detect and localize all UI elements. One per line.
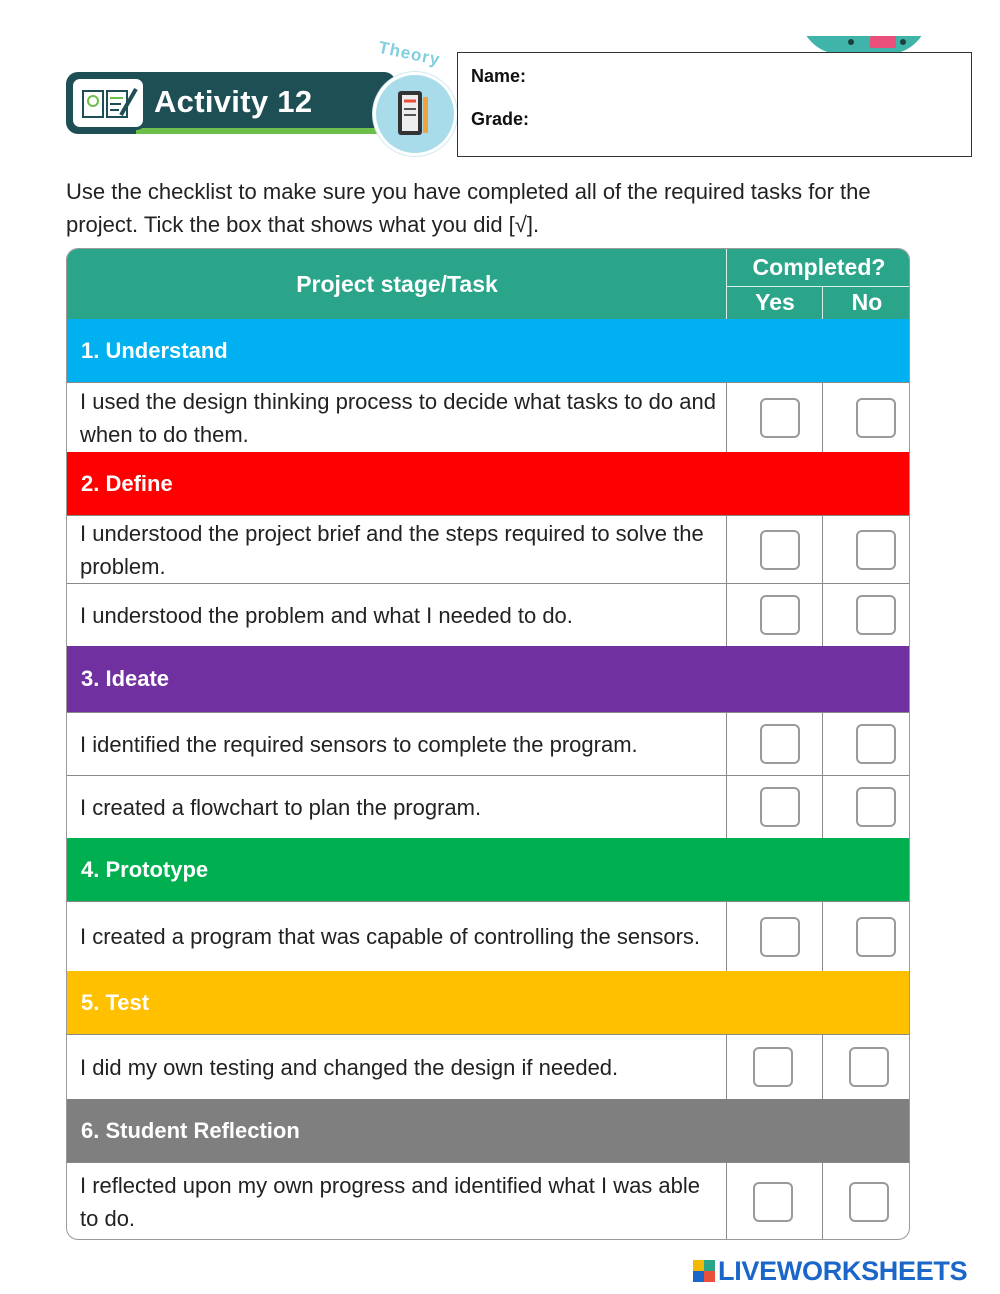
no-checkbox[interactable]	[856, 917, 896, 957]
yes-checkbox[interactable]	[760, 724, 800, 764]
completed-column-header: Completed?	[752, 254, 886, 280]
stage-student-reflection	[67, 1099, 910, 1162]
theory-label: Theory	[376, 37, 443, 70]
name-grade-box[interactable]	[457, 52, 972, 157]
stage-understand	[67, 319, 910, 382]
task-row	[67, 1162, 910, 1240]
theory-notebook-icon	[373, 72, 457, 156]
no-checkbox[interactable]	[849, 1047, 889, 1087]
no-checkbox[interactable]	[856, 595, 896, 635]
stage-label: 1. Understand	[81, 337, 228, 363]
stage-label: 3. Ideate	[81, 666, 170, 691]
task-text: I created a program that was capable of controlling the sensors.	[80, 924, 701, 949]
activity-banner	[66, 66, 376, 140]
stage-prototype	[67, 838, 910, 901]
task-row	[67, 775, 910, 838]
task-text: I did my own testing and changed the design if needed.	[80, 1054, 619, 1080]
no-column-header: No	[851, 289, 883, 315]
task-text: I understood the problem and what I needed to do.	[80, 602, 573, 628]
task-row	[67, 1034, 910, 1099]
corner-decoration	[800, 36, 928, 52]
no-checkbox[interactable]	[856, 724, 896, 764]
task-row	[67, 901, 910, 971]
no-checkbox[interactable]	[856, 398, 896, 438]
activity-title: Activity 12	[154, 84, 313, 119]
task-text: I used the design thinking process to decide what tasks to do and when to do them.	[80, 388, 716, 447]
task-row	[67, 583, 910, 646]
yes-checkbox[interactable]	[760, 530, 800, 570]
yes-checkbox[interactable]	[760, 917, 800, 957]
stage-test	[67, 971, 910, 1034]
task-text: I created a flowchart to plan the program.	[80, 794, 482, 820]
no-checkbox[interactable]	[856, 787, 896, 827]
stage-ideate	[67, 646, 910, 712]
stage-label: 5. Test	[81, 989, 150, 1015]
grade-label: Grade:	[471, 109, 530, 129]
yes-checkbox[interactable]	[753, 1182, 793, 1222]
stage-label: 4. Prototype	[81, 856, 209, 882]
yes-checkbox[interactable]	[760, 787, 800, 827]
checklist-table	[66, 248, 910, 1240]
task-text: I reflected upon my own progress and identified what I was able to do.	[80, 1173, 701, 1231]
stage-label: 2. Define	[81, 470, 173, 496]
instructions-text: Use the checklist to make sure you have completed all of the required tasks for the project. Tick the box that shows what you did [√].	[66, 179, 871, 237]
no-checkbox[interactable]	[849, 1182, 889, 1222]
task-column-header: Project stage/Task	[296, 270, 498, 297]
no-checkbox[interactable]	[856, 530, 896, 570]
worksheet-pencil-icon	[70, 76, 146, 130]
table-header	[67, 249, 910, 319]
task-text: I identified the required sensors to complete the program.	[80, 731, 638, 757]
stage-label: 6. Student Reflection	[81, 1117, 300, 1143]
stage-define	[67, 452, 910, 515]
yes-checkbox[interactable]	[760, 398, 800, 438]
task-row	[67, 515, 910, 583]
task-row	[67, 382, 910, 452]
task-row	[67, 712, 910, 775]
liveworksheets-logo	[693, 1256, 967, 1286]
yes-checkbox[interactable]	[760, 595, 800, 635]
yes-column-header: Yes	[755, 289, 795, 315]
task-text: I understood the project brief and the steps required to solve the problem.	[80, 520, 704, 579]
footer-brand: LIVEWORKSHEETS	[718, 1255, 968, 1286]
yes-checkbox[interactable]	[753, 1047, 793, 1087]
name-label: Name:	[471, 66, 527, 86]
liveworksheets-grid-icon	[693, 1260, 715, 1282]
